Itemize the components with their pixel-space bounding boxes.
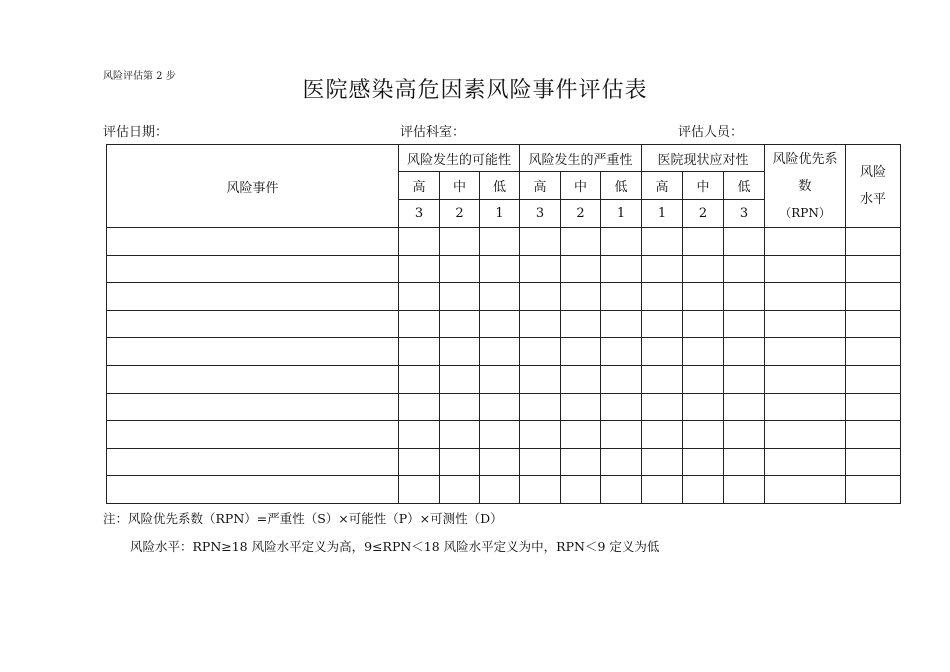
severity-header: 风险发生的严重性 <box>520 145 642 172</box>
table-row <box>107 338 901 366</box>
risk-event-cell[interactable] <box>107 448 399 476</box>
rpn-formula-note: 注：风险优先系数（RPN）=严重性（S）×可能性（P）×可测性（D） <box>103 511 503 526</box>
score-cell[interactable] <box>520 283 561 311</box>
score-cell[interactable] <box>480 476 520 504</box>
score-cell[interactable] <box>724 476 765 504</box>
risk-event-cell[interactable] <box>107 338 399 366</box>
score-cell[interactable] <box>440 338 480 366</box>
table-row <box>107 393 901 421</box>
score-cell[interactable] <box>440 393 480 421</box>
level-score: 3 <box>724 200 765 228</box>
level-score: 3 <box>399 200 440 228</box>
score-cell[interactable] <box>601 283 642 311</box>
score-cell[interactable] <box>561 365 601 393</box>
score-cell[interactable] <box>683 393 724 421</box>
score-cell[interactable] <box>683 448 724 476</box>
score-cell[interactable] <box>601 255 642 283</box>
score-cell[interactable] <box>520 338 561 366</box>
score-cell[interactable] <box>480 393 520 421</box>
score-cell[interactable] <box>520 421 561 449</box>
score-cell[interactable] <box>642 365 683 393</box>
score-cell[interactable] <box>480 283 520 311</box>
risk-assessment-table <box>106 144 901 504</box>
score-cell[interactable] <box>480 421 520 449</box>
score-cell[interactable] <box>765 338 846 366</box>
level-score: 2 <box>440 200 480 228</box>
score-cell[interactable] <box>683 283 724 311</box>
score-cell[interactable] <box>520 448 561 476</box>
score-cell[interactable] <box>399 476 440 504</box>
score-cell[interactable] <box>846 255 901 283</box>
score-cell[interactable] <box>683 365 724 393</box>
score-cell[interactable] <box>642 283 683 311</box>
score-cell[interactable] <box>765 228 846 256</box>
score-cell[interactable] <box>683 310 724 338</box>
header-row-groups <box>107 145 901 172</box>
score-cell[interactable] <box>724 310 765 338</box>
risk-event-cell[interactable] <box>107 310 399 338</box>
score-cell[interactable] <box>724 255 765 283</box>
score-cell[interactable] <box>765 448 846 476</box>
score-cell[interactable] <box>765 421 846 449</box>
score-cell[interactable] <box>642 448 683 476</box>
risk-event-cell[interactable] <box>107 255 399 283</box>
risk-event-cell[interactable] <box>107 283 399 311</box>
score-cell[interactable] <box>520 255 561 283</box>
table-row <box>107 476 901 504</box>
risk-event-cell[interactable] <box>107 421 399 449</box>
step-label: 风险评估第 2 步 <box>103 71 176 82</box>
preparedness-header: 医院现状应对性 <box>642 145 765 172</box>
table-row <box>107 255 901 283</box>
score-cell[interactable] <box>642 228 683 256</box>
assessment-department-label: 评估科室： <box>400 125 466 140</box>
level-label: 高 <box>642 172 683 200</box>
risk-level-header-line2: 水平 <box>860 192 887 207</box>
score-cell[interactable] <box>561 421 601 449</box>
score-cell[interactable] <box>480 255 520 283</box>
score-cell[interactable] <box>683 228 724 256</box>
score-cell[interactable] <box>520 365 561 393</box>
assessment-date-label: 评估日期： <box>103 125 169 140</box>
score-cell[interactable] <box>399 448 440 476</box>
table-row <box>107 310 901 338</box>
level-label: 中 <box>440 172 480 200</box>
score-cell[interactable] <box>846 283 901 311</box>
risk-event-cell[interactable] <box>107 365 399 393</box>
score-cell[interactable] <box>520 393 561 421</box>
level-label: 中 <box>683 172 724 200</box>
likelihood-header: 风险发生的可能性 <box>399 145 520 172</box>
table-row <box>107 228 901 256</box>
score-cell[interactable] <box>724 228 765 256</box>
level-score: 1 <box>480 200 520 228</box>
score-cell[interactable] <box>724 421 765 449</box>
score-cell[interactable] <box>846 448 901 476</box>
level-score: 3 <box>520 200 561 228</box>
score-cell[interactable] <box>440 476 480 504</box>
score-cell[interactable] <box>846 228 901 256</box>
score-cell[interactable] <box>561 476 601 504</box>
score-cell[interactable] <box>642 476 683 504</box>
risk-event-cell[interactable] <box>107 476 399 504</box>
score-cell[interactable] <box>440 421 480 449</box>
score-cell[interactable] <box>520 310 561 338</box>
score-cell[interactable] <box>642 421 683 449</box>
score-cell[interactable] <box>399 255 440 283</box>
score-cell[interactable] <box>765 476 846 504</box>
level-score: 2 <box>561 200 601 228</box>
score-cell[interactable] <box>440 255 480 283</box>
score-cell[interactable] <box>683 421 724 449</box>
score-cell[interactable] <box>724 393 765 421</box>
score-cell[interactable] <box>561 228 601 256</box>
score-cell[interactable] <box>399 365 440 393</box>
score-cell[interactable] <box>765 310 846 338</box>
score-cell[interactable] <box>601 365 642 393</box>
score-cell[interactable] <box>724 338 765 366</box>
score-cell[interactable] <box>399 421 440 449</box>
score-cell[interactable] <box>561 448 601 476</box>
score-cell[interactable] <box>846 393 901 421</box>
score-cell[interactable] <box>846 421 901 449</box>
score-cell[interactable] <box>846 365 901 393</box>
rpn-header-line3: （RPN） <box>779 205 831 220</box>
score-cell[interactable] <box>561 310 601 338</box>
level-label: 中 <box>561 172 601 200</box>
score-cell[interactable] <box>399 283 440 311</box>
table-row <box>107 365 901 393</box>
score-cell[interactable] <box>480 310 520 338</box>
score-cell[interactable] <box>683 338 724 366</box>
level-label: 低 <box>601 172 642 200</box>
score-cell[interactable] <box>520 476 561 504</box>
form-title: 医院感染高危因素风险事件评估表 <box>302 78 648 103</box>
level-label: 高 <box>520 172 561 200</box>
score-cell[interactable] <box>440 310 480 338</box>
score-cell[interactable] <box>440 283 480 311</box>
score-cell[interactable] <box>440 448 480 476</box>
rpn-header <box>765 145 846 228</box>
score-cell[interactable] <box>399 393 440 421</box>
score-cell[interactable] <box>846 338 901 366</box>
score-cell[interactable] <box>601 448 642 476</box>
assessor-label: 评估人员： <box>678 125 744 140</box>
score-cell[interactable] <box>846 476 901 504</box>
level-label: 低 <box>724 172 765 200</box>
score-cell[interactable] <box>642 393 683 421</box>
risk-event-header: 风险事件 <box>107 145 399 228</box>
score-cell[interactable] <box>846 310 901 338</box>
score-cell[interactable] <box>601 476 642 504</box>
score-cell[interactable] <box>601 393 642 421</box>
score-cell[interactable] <box>765 283 846 311</box>
score-cell[interactable] <box>440 228 480 256</box>
level-label: 低 <box>480 172 520 200</box>
score-cell[interactable] <box>399 338 440 366</box>
level-label: 高 <box>399 172 440 200</box>
score-cell[interactable] <box>480 338 520 366</box>
risk-event-cell[interactable] <box>107 228 399 256</box>
score-cell[interactable] <box>601 421 642 449</box>
score-cell[interactable] <box>480 365 520 393</box>
risk-level-definition-note: 风险水平：RPN≥18 风险水平定义为高，9≤RPN＜18 风险水平定义为中，RPN＜9 定义为低 <box>130 539 660 554</box>
level-score: 2 <box>683 200 724 228</box>
score-cell[interactable] <box>765 365 846 393</box>
score-cell[interactable] <box>601 338 642 366</box>
score-cell[interactable] <box>561 283 601 311</box>
score-cell[interactable] <box>561 255 601 283</box>
score-cell[interactable] <box>642 310 683 338</box>
score-cell[interactable] <box>601 310 642 338</box>
score-cell[interactable] <box>724 448 765 476</box>
table-body <box>107 145 901 504</box>
score-cell[interactable] <box>724 365 765 393</box>
risk-level-header-line1: 风险 <box>860 165 887 180</box>
score-cell[interactable] <box>399 228 440 256</box>
score-cell[interactable] <box>520 228 561 256</box>
level-score: 1 <box>642 200 683 228</box>
score-cell[interactable] <box>642 255 683 283</box>
score-cell[interactable] <box>561 338 601 366</box>
score-cell[interactable] <box>399 310 440 338</box>
score-cell[interactable] <box>765 255 846 283</box>
score-cell[interactable] <box>683 476 724 504</box>
risk-level-header <box>846 145 901 228</box>
score-cell[interactable] <box>683 255 724 283</box>
score-cell[interactable] <box>440 365 480 393</box>
level-score: 1 <box>601 200 642 228</box>
score-cell[interactable] <box>480 228 520 256</box>
score-cell[interactable] <box>765 393 846 421</box>
table-row <box>107 421 901 449</box>
table-row <box>107 448 901 476</box>
score-cell[interactable] <box>724 283 765 311</box>
score-cell[interactable] <box>480 448 520 476</box>
score-cell[interactable] <box>561 393 601 421</box>
score-cell[interactable] <box>601 228 642 256</box>
score-cell[interactable] <box>642 338 683 366</box>
rpn-header-line1: 风险优先系 <box>772 151 838 167</box>
table-row <box>107 283 901 311</box>
risk-event-cell[interactable] <box>107 393 399 421</box>
rpn-header-line2: 数 <box>798 178 812 194</box>
